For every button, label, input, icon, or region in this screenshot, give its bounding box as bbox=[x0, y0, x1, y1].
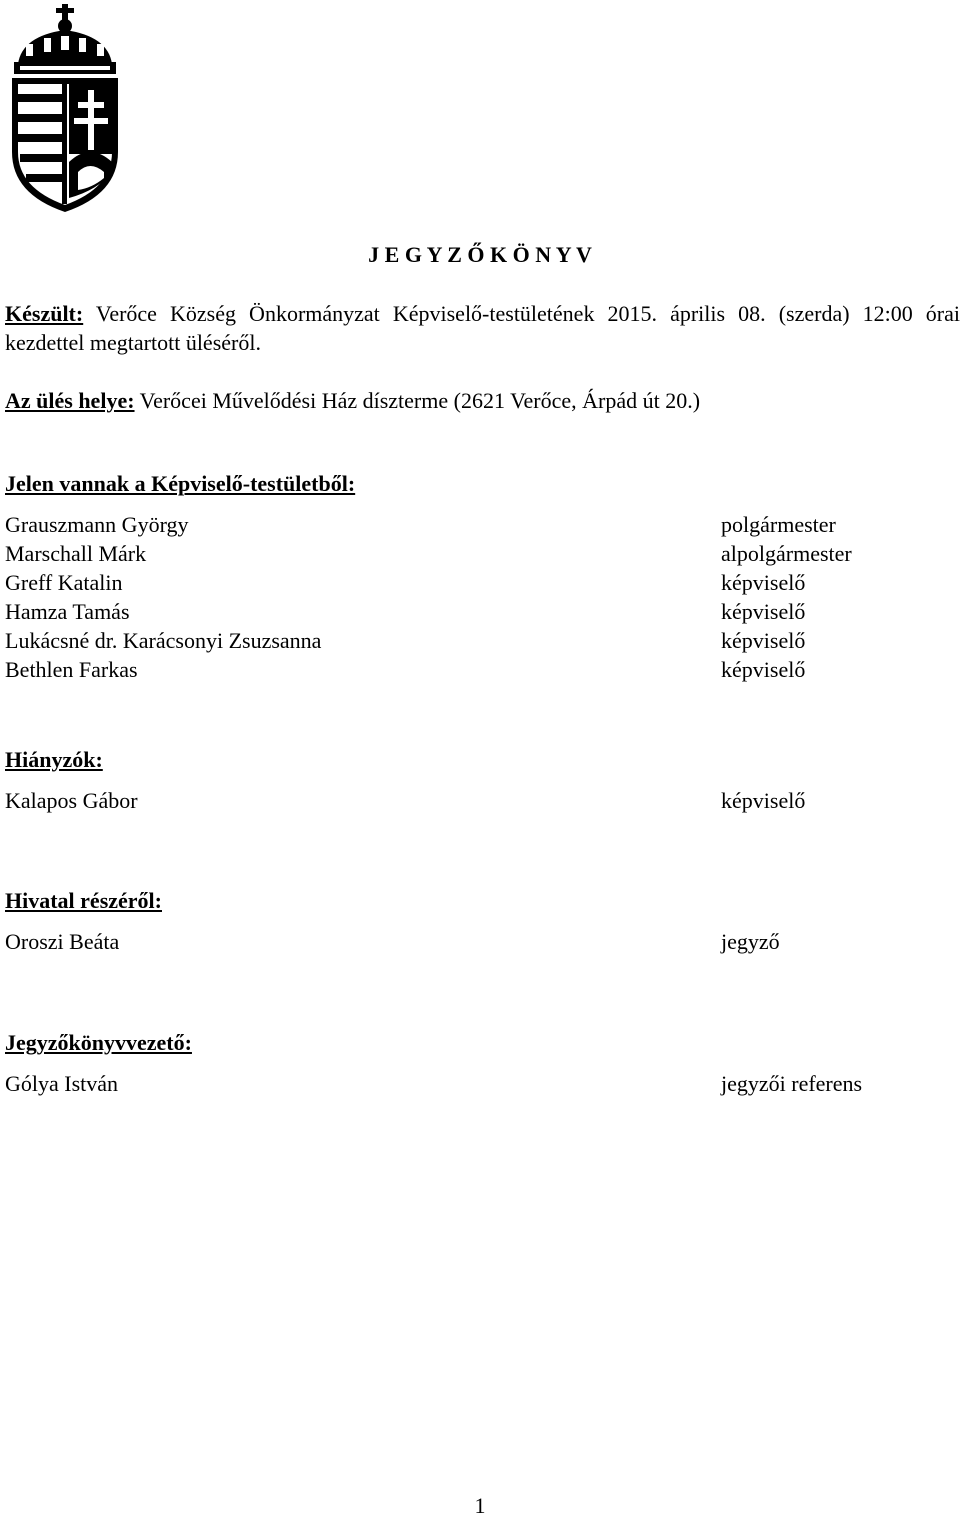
member-row bbox=[5, 510, 960, 539]
coat-of-arms-icon bbox=[8, 2, 122, 214]
member-row bbox=[5, 626, 960, 655]
member-row bbox=[5, 597, 960, 626]
document-title: J E G Y Z Ő K Ö N Y V bbox=[368, 242, 592, 267]
absent-role: képviselő bbox=[721, 788, 806, 813]
prepared-label: Készült: bbox=[5, 301, 84, 326]
prepared-paragraph bbox=[5, 299, 960, 357]
member-role: polgármester bbox=[721, 512, 836, 537]
office-role: jegyző bbox=[721, 929, 780, 954]
member-role: képviselő bbox=[721, 628, 806, 653]
member-role: képviselő bbox=[721, 657, 806, 682]
member-row bbox=[5, 655, 960, 684]
minutes-taker-role: jegyzői referens bbox=[721, 1071, 863, 1096]
office-heading: Hivatal részéről: bbox=[5, 888, 162, 913]
page-number: 1 bbox=[474, 1493, 486, 1518]
minutes-taker-name: Gólya István bbox=[5, 1071, 119, 1096]
venue-paragraph bbox=[5, 386, 960, 415]
member-row bbox=[5, 568, 960, 597]
office-name: Oroszi Beáta bbox=[5, 929, 120, 954]
absent-row bbox=[5, 786, 960, 815]
member-name: Greff Katalin bbox=[5, 570, 123, 595]
minutes-taker-row bbox=[5, 1069, 960, 1098]
member-name: Marschall Márk bbox=[5, 541, 147, 566]
present-heading: Jelen vannak a Képviselő-testületből: bbox=[5, 471, 356, 496]
member-role: képviselő bbox=[721, 570, 806, 595]
venue-text: Verőcei Művelődési Ház díszterme (2621 Verőce, Árpád út 20.) bbox=[139, 388, 701, 413]
member-name: Grauszmann György bbox=[5, 512, 189, 537]
absent-name: Kalapos Gábor bbox=[5, 788, 138, 813]
office-row bbox=[5, 927, 960, 956]
member-role: alpolgármester bbox=[721, 541, 852, 566]
member-name: Bethlen Farkas bbox=[5, 657, 138, 682]
member-name: Lukácsné dr. Karácsonyi Zsuzsanna bbox=[5, 628, 322, 653]
member-row bbox=[5, 539, 960, 568]
member-name: Hamza Tamás bbox=[5, 599, 130, 624]
minutes-taker-heading: Jegyzőkönyvvezető: bbox=[5, 1030, 192, 1055]
venue-label: Az ülés helye: bbox=[5, 388, 135, 413]
prepared-text: Verőce Község Önkormányzat Képviselő-testületének 2015. április 08. (szerda) 12:00 órai kezdettel megtartott üléséről. bbox=[5, 301, 960, 355]
member-role: képviselő bbox=[721, 599, 806, 624]
absent-heading: Hiányzók: bbox=[5, 747, 103, 772]
